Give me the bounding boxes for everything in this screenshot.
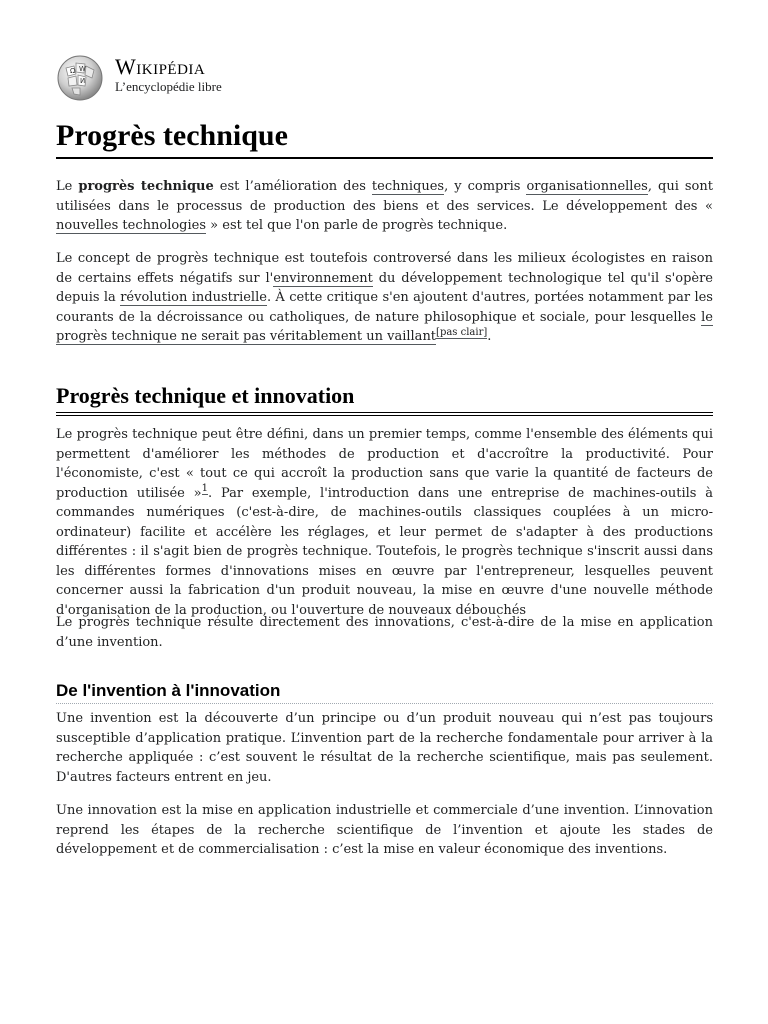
section1-paragraph-2: Le progrès technique résulte directement des innovations, c'est-à-dire de la mise en application d’une invention.: [56, 615, 713, 650]
intro-paragraph-1: Le progrès technique est l’amélioration des techniques, y compris organisationnelles, qui sont utilisées dans le processus de production des biens et des services. Le développement des « nouvelles technologies » est tel que l'on parle de progrès technique.: [56, 179, 713, 233]
section1-paragraph-1: Le progrès technique peut être défini, dans un premier temps, comme l'ensemble des éléments qui permettent d'améliorer les méthodes de production et d'accroître la productivité. Pour l'économiste, c'est « tout ce qui accroît la production sans que varie la quantité de facteurs de production utilisée »$^1$. Par exemple, l'introduction dans une entreprise de machines-outils à commandes numériques (c'est-à-dire, de machines-outils classiques couplées à un micro-ordinateur) facilite et accélère les réglages, et leur permet de s'adapter à des productions différentes : il s'agit bien de progrès technique. Toutefois, le progrès technique s'inscrit aussi dans les différentes formes d'innovations mises en œuvre par l'entrepreneur, lesquelles peuvent concerner aussi la fabrication d'un produit nouveau, la mise en œuvre d'une nouvelle méthode d'organisation de la production, ou l'ouverture de nouveaux débouchés: [56, 427, 714, 618]
wikipedia-globe-icon: [56, 54, 104, 102]
reference-1[interactable]: 1: [201, 483, 208, 495]
link-revolution-industrielle[interactable]: révolution industrielle: [120, 290, 267, 305]
wikipedia-tagline: L’encyclopédie libre: [115, 79, 222, 94]
intro-paragraph-2: Le concept de progrès technique est toutefois controversé dans les milieux écologistes en raison de certains effets négatifs sur l'environnement du développement technologique tel qu'il s'opère depuis la révolution industrielle. À cette critique s'en ajoutent d'autres, portées notamment par les courants de la décroissance ou catholiques, de nature philosophique et sociale, pour lesquelles le progrès technique ne serait pas véritablement un vaillant[pas clair].: [56, 251, 713, 344]
wikipedia-logo[interactable]: [56, 52, 256, 100]
wikipedia-wordmark: Wikipédia: [115, 54, 206, 79]
svg-text:W: W: [79, 65, 86, 73]
link-environnement[interactable]: environnement: [273, 270, 373, 286]
link-progres-vaillant[interactable]: le progrès technique ne serait pas véritablement un vaillant: [56, 309, 713, 344]
page-title: Progrès technique: [56, 119, 713, 159]
link-nouvelles-technologies[interactable]: nouvelles technologies: [56, 218, 207, 233]
link-organisationnelles[interactable]: organisationnelles: [526, 179, 648, 194]
svg-text:И: И: [80, 77, 86, 85]
svg-text:Ω: Ω: [70, 67, 76, 75]
pas-clair-note[interactable]: [pas clair]: [436, 326, 488, 338]
subsection-heading-invention: De l'invention à l'innovation: [56, 681, 713, 704]
section2-paragraph-2: Une innovation est la mise en application industrielle et commerciale d’une invention. L’innovation reprend les étapes de la recherche scientifique de l’invention et ajoute les stades de développement et de commercialisation : c’est la mise en valeur économique des inventions.: [56, 803, 713, 857]
link-techniques[interactable]: techniques: [371, 179, 445, 194]
section2-paragraph-1: Une invention est la découverte d’un principe ou d’un produit nouveau qui n’est pas toujours susceptible d’application pratique. L’invention part de la recherche fondamentale pour arriver à la recherche appliquée : c’est souvent le résultat de la recherche scientifique, mais pas seulement. D'autres facteurs entrent en jeu.: [56, 711, 713, 785]
section-heading-innovation: Progrès technique et innovation: [56, 383, 713, 416]
